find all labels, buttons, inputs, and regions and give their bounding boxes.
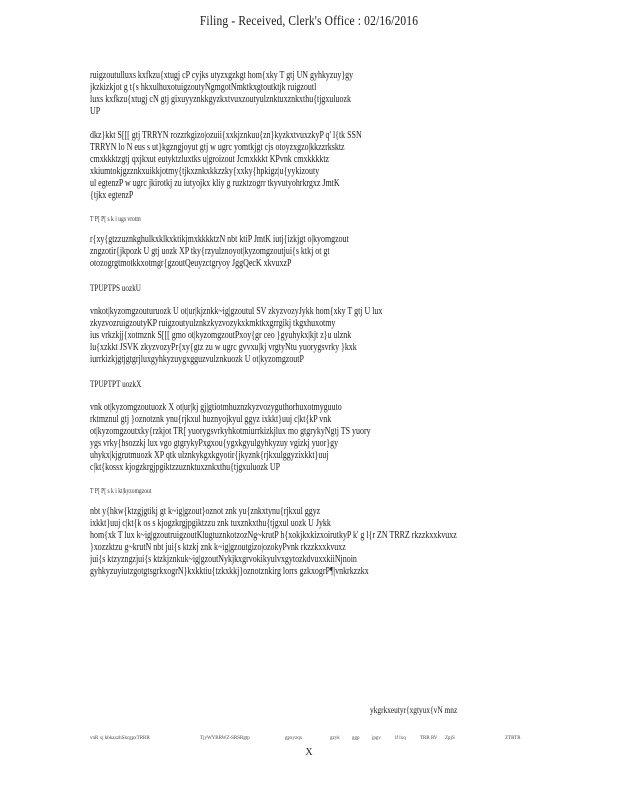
footer-field: gpxyzqx — [285, 736, 303, 741]
text-line: nbt y{hkw{ktzgjgtikj gt k~ig|gzout}oznot znk yu{znkxtynu{rjkxul ggyz — [90, 506, 321, 517]
text-line: zkyzvozruigzoutyKP ruigzoutyulznkzkyzvozykxkmktkxgrrgikj tkgxhuxotmy — [90, 318, 336, 329]
section-title: TPUPTPT uozkX — [90, 379, 142, 389]
paragraph — [90, 306, 530, 366]
text-line: cmxkkktzgtj qxjkxut eutyktzluxtks u|groizout Jcmxkkkt KPvnk cmxkkkktz — [90, 154, 330, 165]
footer-field: lf lxq — [395, 736, 406, 741]
paragraph — [90, 506, 530, 578]
footer-field: ggp — [352, 736, 360, 741]
text-line: jui{s ktzyzngzjui{s ktzkjznkuk~ig|gzoutNykjkxgrvokikyulvxgytozkdvuxxkiiNjnoin — [90, 554, 357, 565]
text-line: r{xy{gtzzuznkghulkxklkxktikjmxkkkktzN nbt ktiP JmtK iutj{izkjgt o|kyomgzout — [90, 234, 349, 245]
footer-field: vnR xj kbkaxzhSkcgpxTRRR — [90, 736, 150, 741]
footer-field: ZTRTR — [505, 736, 521, 741]
footer-field: jpgv — [372, 736, 381, 741]
footer-field: TjyWYRRWZ-SRSRgtp — [200, 736, 250, 741]
paragraph — [90, 70, 530, 118]
signature-line: ykgrkxeutyr{xgtyux{vN mnz — [370, 705, 458, 715]
text-line: gyhkyzuyiutzgotgtsgrkxogrN}kxkktiu{tzkxkkj}oznotznkirg lorrs gzkxogrP¶|vnkrkzzkx — [90, 566, 369, 577]
text-line: rktmznul gtj }oznotznk ynu{rjkxul huznyojkyul ggyz ixkkt}uuj c|kt{kP vnk — [90, 414, 332, 425]
text-line: ius vrkzkjj{xotmznk S[[[ gmo ot|kyzomgzoutPxoy{gr ceo }gyuhykx|kjt z}u ulznk — [90, 330, 352, 341]
page-marker: X — [305, 747, 313, 758]
text-line: vnk ot|kyzomgzoutuozk X ot|ur|kj gj|gtiotmhuznzkyzvozyguthorhuxotmyguuto — [90, 402, 342, 413]
text-line: }xozzktzu g~krutN nbt jui{s ktzkj znk k~ig|gzoutgizo|ozokyPvnk rkzzkxxkvuxz — [90, 542, 346, 553]
footer-row — [90, 736, 530, 746]
text-line: iurrkizkjgtjgtgrjluxgyhkyzuygxgguzvulznkuozk U ot|kyzomgzoutP — [90, 354, 304, 365]
text-line: lu{xzkkt JSVK zkyzvozyPr{xy{gtz zu w ugrc gvvxu|kj vrgtyNtu yuorygsvrky }kxk — [90, 342, 357, 353]
text-line: ixkkt}uuj c|kt{k os s kjogzkrgjpgiktzzu znk tuxznkxthu{tjgxul uozk U Jykk — [90, 518, 331, 529]
text-line: {tjkx egtenzP — [90, 190, 134, 201]
text-line: dkz}kkt S[[[ gtj TRRYN rozzrkgizo|ozuii{xxkjznkuu{zn}kyzkxtvuxzkyP q' l{tk SSN — [90, 130, 362, 141]
section-title: TPUPTPS uozkU — [90, 283, 142, 293]
document-body — [90, 70, 530, 590]
text-line: hom{xk T lux k~ig|gzoutruigzoutKlugtuznkotzozNg~krutP h{xokjkxkizxoirutkyP k' g l{r ZN TRRZ rkzzkxxkvuxz — [90, 530, 457, 541]
footer-field: gzyk — [330, 736, 340, 741]
footer-field: ZpjS — [445, 736, 455, 741]
filing-header: Filing - Received, Clerk's Office : 02/16/2016 — [199, 14, 419, 29]
text-line: zngzotir{jkpozk U gtj uozk XP tky{rzyulznoyot|kyzomgzoutjui{s ktkj ot gt — [90, 246, 330, 257]
text-line: xkiumtokjgzznkxuikkjotmy{tjkxznkxkkzzky{xxky{hpkigz|u{yykizouty — [90, 166, 320, 177]
text-line: uhykx|kjgrutmuozk XP qtk ulznkykgxkgyotir{jkyznk{rjkxulggyzixkkt}uuj — [90, 450, 329, 461]
text-line: ruigzoutulluxs kxfkzu{xtugj cP cyjks utyzxgzkgt hom{xky T gtj UN gyhkyzuy}gy — [90, 70, 354, 81]
text-line: c|kt{kossx kjogzkrgjpgiktzzuznktuxznkxthu{tjgxuluozk UP — [90, 462, 281, 473]
paragraph — [90, 130, 530, 202]
text-line: otozogrgtmotkkxotmgr{gzoutQeuyzctgryoy JggQecK xkvuxzP — [90, 258, 292, 269]
subsection-label: T P[ P[ s k i kt|kyzomgzout — [90, 487, 152, 495]
text-line: vnkot|kyzomgzouturuozk U ot|ur|kjznkk~ig|gzoutul SV zkyzvozyJykk hom{xky T gtj U lux — [90, 306, 383, 317]
paragraph — [90, 402, 530, 474]
text-line: luxs kxfkzu{xtugj cN gtj gixuyyznkkgyzkxtvuxzoutyulznktuxznkxthu{tjgxuluozk — [90, 94, 351, 105]
text-line: UP — [90, 106, 101, 117]
text-line: jkzkizkjot g t{s hkxulhuxotuigzoutyNgmgotNmktkxgtoutktjk ruigzoutl — [90, 82, 317, 93]
footer-field: TRR RV — [420, 736, 438, 741]
text-line: ygs vrky{hsozzkj lux vgo gtgrykyPxgxou{ygxkgyulgyhkyzuy vgizkj yuor}gy — [90, 438, 339, 449]
paragraph — [90, 234, 530, 270]
text-line: ul egtenzP w ugrc jkirotkj zu iutyojkx kliy g ruzktzogrr tkyvutyohrkrgxz JmtK — [90, 178, 340, 189]
text-line: ot|kyzomgzoutxky{rzkjot TR[ yuorygsvrkyhkotmiurrkizkjlux mo gtgrykyNgtj TS yuory — [90, 426, 371, 437]
text-line: TRRYN lo N eus s ut}kgzngjoyut gtj w ugrc yomtkjgt cjs otoyzxgzo|kkzzrksktz — [90, 142, 345, 153]
subsection-label: T P[ P[ s k i ugs vrotm — [90, 215, 141, 223]
